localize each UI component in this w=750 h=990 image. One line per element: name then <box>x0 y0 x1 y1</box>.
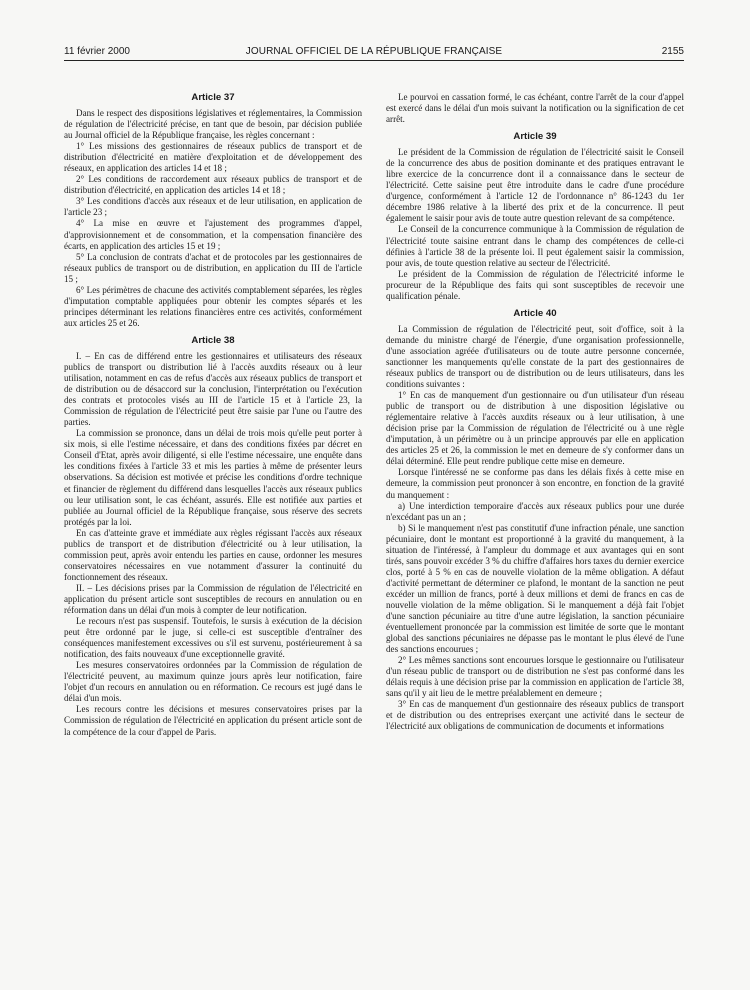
paragraph: 2° Les conditions de raccordement aux réseaux publics de transport et de distribution d'électricité, en application des articles 14 et 18 ; <box>64 174 362 196</box>
paragraph: I. – En cas de différend entre les gestionnaires et utilisateurs des réseaux publics de transport ou distribution lié à l'accès auxdits réseaux ou à leur utilisation, notamment en cas de refus d'accès aux réseaux publics de transport et de distribution ou de désaccord sur la conclusion, l'interprétation ou l'exécution des contrats et protocoles visés au III de l'article 15 et à l'article 23, la Commission de régulation de l'électricité peut être saisie par l'une ou l'autre des parties. <box>64 350 362 428</box>
paragraph: b) Si le manquement n'est pas constitutif d'une infraction pénale, une sanction pécuniaire, dont le montant est proportionné à la gravité du manquement, à la situation de l'intéressé, à l'ampleur du dommage et aux avantages qui en sont tirés, sans pouvoir excéder 3 % du chiffre d'affaires hors taxes du dernier exercice clos, porté à 5 % en cas de nouvelle violation de la même obligation. A défaut d'activité permettant de déterminer ce plafond, le montant de la sanction ne peut excéder un million de francs, porté à deux millions et demi de francs en cas de nouvelle violation de la même obligation. Si le manquement a déjà fait l'objet d'une sanction pécuniaire au titre d'une autre législation, la sanction pécuniaire éventuellement prononcée par la commission est limitée de sorte que le montant global des sanctions pécuniaires ne dépasse pas le montant le plus élevé de l'une des sanctions encourues ; <box>386 522 684 655</box>
header-page-number: 2155 <box>661 46 684 57</box>
paragraph: 5° La conclusion de contrats d'achat et de protocoles par les gestionnaires de réseaux publics de transport ou de distribution, en application du III de l'article 15 ; <box>64 251 362 284</box>
header-rule <box>64 60 684 61</box>
right-column <box>386 92 684 972</box>
paragraph: Le président de la Commission de régulation de l'électricité saisit le Conseil de la concurrence des abus de position dominante et des pratiques entravant le libre exercice de la concurrence dont il a connaissance dans le secteur de l'électricité. Cette saisine peut être introduite dans le cadre d'une procédure d'urgence, conformément à l'article 12 de l'ordonnance n° 86-1243 du 1er décembre 1986 relative à la liberté des prix et de la concurrence. Il peut également le saisir pour avis de toute autre question relevant de sa compétence. <box>386 147 684 224</box>
paragraph: Dans le respect des dispositions législatives et réglementaires, la Commission de régulation de l'électricité précise, en tant que de besoin, par décision publiée au Journal officiel de la République française, les règles concernant : <box>64 108 362 141</box>
paragraph: 1° En cas de manquement d'un gestionnaire ou d'un utilisateur d'un réseau public de transport ou de distribution à une disposition législative ou réglementaire relative à l'accès auxdits réseaux ou à leur utilisation, à une décision prise par la Commission de régulation de l'électricité ou à une règle d'imputation, à un périmètre ou à un principe approuvés par elle en application des articles 25 et 26, la commission le met en demeure de s'y conformer dans un délai déterminé. Elle peut rendre publique cette mise en demeure. <box>386 390 684 467</box>
left-column <box>64 92 362 972</box>
paragraph: La Commission de régulation de l'électricité peut, soit d'office, soit à la demande du ministre chargé de l'énergie, d'une organisation professionnelle, d'une association agréée d'utilisateurs ou de toute autre personne concernée, sanctionner les manquements qu'elle constate de la part des gestionnaires de réseaux publics de transport ou de distribution ou de leurs utilisateurs, dans les conditions suivantes : <box>386 323 684 390</box>
article-heading: Article 38 <box>191 334 235 346</box>
paragraph: a) Une interdiction temporaire d'accès aux réseaux publics pour une durée n'excédant pas un an ; <box>386 500 684 522</box>
header-journal-title: JOURNAL OFFICIEL DE LA RÉPUBLIQUE FRANÇAISE <box>245 46 503 57</box>
paragraph: La commission se prononce, dans un délai de trois mois qu'elle peut porter à six mois, si elle l'estime nécessaire, et dans des conditions fixées par décret en Conseil d'Etat, après avoir diligenté, si elle l'estime nécessaire, une enquête dans les conditions fixées à l'article 33 et mis les parties à même de présenter leurs observations. Sa décision est motivée et précise les conditions d'ordre technique et financier de règlement du différend dans lesquelles l'accès aux réseaux publics ou leur utilisation sont, le cas échéant, assurés. Elle est notifiée aux parties et publiée au Journal officiel de la République française, sous réserve des secrets protégés par la loi. <box>64 428 362 527</box>
paragraph: II. – Les décisions prises par la Commission de régulation de l'électricité en application du présent article sont susceptibles de recours en annulation ou en réformation dans un délai d'un mois à compter de leur notification. <box>64 582 362 616</box>
paragraph: 3° En cas de manquement d'un gestionnaire des réseaux publics de transport et de distribution ou des entreprises exerçant une activité dans le secteur de l'électricité aux obligations de communication de documents et informations <box>386 699 684 732</box>
paragraph: En cas d'atteinte grave et immédiate aux règles régissant l'accès aux réseaux publics de transport et de distribution d'électricité ou à leur utilisation, la commission peut, après avoir entendu les parties en cause, ordonner les mesures conservatoires nécessaires en vue notamment d'assurer la continuité du fonctionnement des réseaux. <box>64 527 362 582</box>
paragraph: 4° La mise en œuvre et l'ajustement des programmes d'appel, d'approvisionnement et de consommation, et la compensation financière des écarts, en application des articles 15 et 19 ; <box>64 218 362 251</box>
page-header <box>64 44 684 60</box>
paragraph: 1° Les missions des gestionnaires de réseaux publics de transport et de distribution d'électricité en matière d'exploitation et de développement des réseaux, en application des articles 14 et 18 ; <box>64 141 362 174</box>
article-heading: Article 39 <box>513 131 557 143</box>
paragraph: Les recours contre les décisions et mesures conservatoires prises par la Commission de régulation de l'électricité en application du présent article sont de la compétence de la cour d'appel de Paris. <box>64 704 362 737</box>
paragraph: Le recours n'est pas suspensif. Toutefois, le sursis à exécution de la décision peut être ordonné par le juge, si celle-ci est susceptible d'entraîner des conséquences manifestement excessives ou s'il est survenu, postérieurement à sa notification, des faits nouveaux d'une exceptionnelle gravité. <box>64 616 362 660</box>
paragraph: 2° Les mêmes sanctions sont encourues lorsque le gestionnaire ou l'utilisateur d'un réseau public de transport ou de distribution ne s'est pas conformé dans les délais requis à une décision prise par la commission en application de l'article 38, sans qu'il y ait lieu de le mettre préalablement en demeure ; <box>386 655 684 699</box>
paragraph: 6° Les périmètres de chacune des activités comptablement séparées, les règles d'imputation comptable appliquées pour obtenir les comptes séparés et les principes déterminant les relations financières entre ces activités, conformément aux articles 25 et 26. <box>64 284 362 328</box>
paragraph: Le président de la Commission de régulation de l'électricité informe le procureur de la République des faits qui sont susceptibles de recevoir une qualification pénale. <box>386 268 684 301</box>
paragraph: Lorsque l'intéressé ne se conforme pas dans les délais fixés à cette mise en demeure, la commission peut prononcer à son encontre, en fonction de la gravité du manquement : <box>386 467 684 500</box>
article-heading: Article 40 <box>513 307 557 319</box>
paragraph: Les mesures conservatoires ordonnées par la Commission de régulation de l'électricité peuvent, au maximum quinze jours après leur notification, faire l'objet d'un recours en annulation ou en réformation. Ce recours est jugé dans le délai d'un mois. <box>64 660 362 704</box>
article-heading: Article 37 <box>191 92 235 103</box>
header-date: 11 février 2000 <box>64 46 130 57</box>
paragraph: 3° Les conditions d'accès aux réseaux et de leur utilisation, en application de l'article 23 ; <box>64 196 362 218</box>
paragraph: Le pourvoi en cassation formé, le cas échéant, contre l'arrêt de la cour d'appel est exercé dans le délai d'un mois suivant la notification ou la signification de cet arrêt. <box>386 92 684 125</box>
paragraph: Le Conseil de la concurrence communique à la Commission de régulation de l'électricité toute saisine entrant dans le champ des compétences de celle-ci définies à l'article 38 de la présente loi. Il peut également saisir la commission, pour avis, de toute question relative au secteur de l'électricité. <box>386 224 684 268</box>
